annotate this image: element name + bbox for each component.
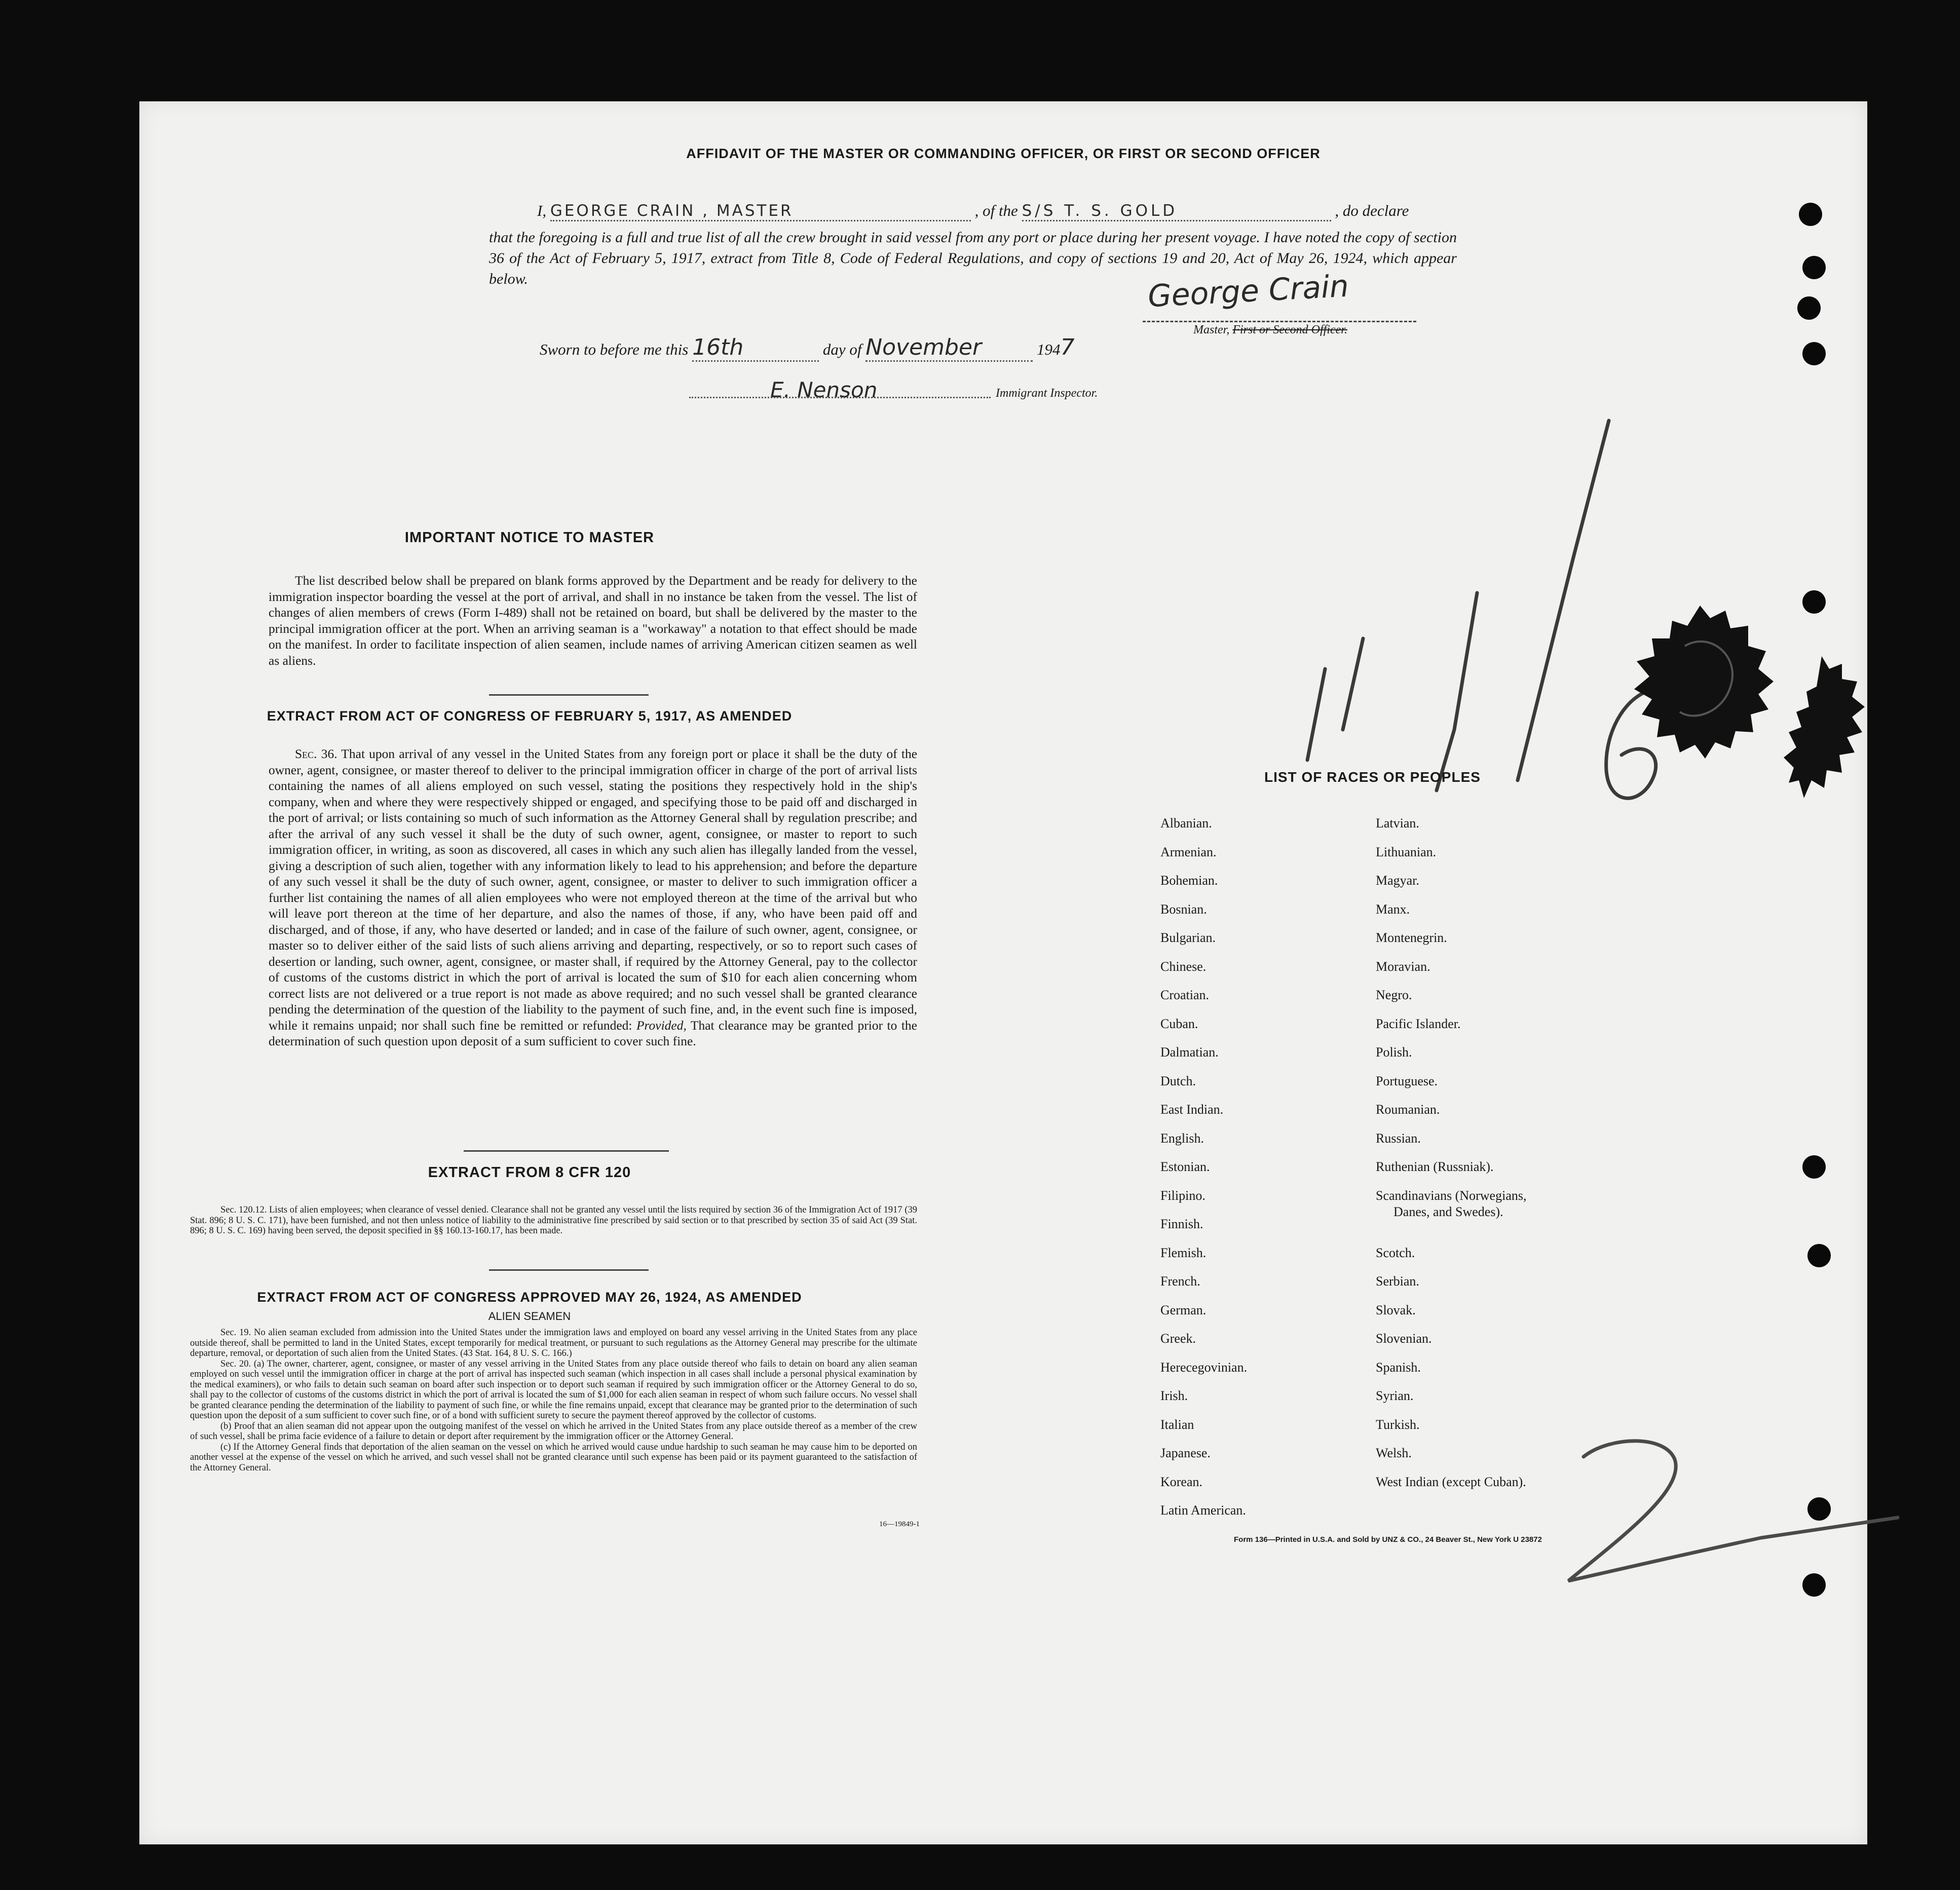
document-page: [139, 101, 1867, 1844]
day-field: 16th: [692, 334, 819, 362]
punch-hole: [1799, 203, 1822, 226]
punch-hole: [1802, 1155, 1826, 1179]
race-left-item: Bosnian.: [1160, 902, 1207, 917]
race-left-item: Dutch.: [1160, 1074, 1196, 1088]
notice-text: The list described below shall be prepared on blank forms approved by the Department and be ready for delivery to the immigration inspector boarding the vessel at the port of arrival, and shall in no instance be taken from the vessel. The list of changes of alien members of crews (Form I-489) shall not be retained on board, but shall be delivered by the master to the principal immigration officer at the port. When an arriving seaman is a "workaway" a notation to that effect should be made on the manifest. In order to facilitate inspection of alien seamen, include names of arriving American citizen seamen as well as aliens.: [269, 573, 917, 668]
race-right-item: Lithuanian.: [1376, 845, 1437, 859]
inspector-label: Immigrant Inspector.: [996, 387, 1098, 400]
race-left-item: Albanian.: [1160, 816, 1212, 830]
race-right-item: Russian.: [1376, 1131, 1421, 1146]
race-right-item: West Indian (except Cuban).: [1376, 1475, 1526, 1489]
race-left-item: Croatian.: [1160, 988, 1210, 1002]
race-right-item: Ruthenian (Russniak).: [1376, 1159, 1494, 1174]
sworn-prefix: Sworn to before me this: [540, 341, 689, 358]
sec-20c-text: (c) If the Attorney General finds that deportation of the alien seaman on the vessel on which he arrived would cause undue hardship to such seaman he may cause him to be deported on another vessel at the expense of the vessel on which he arrived, and such vessel shall not be granted clearance until such expense has been paid or its payment guaranteed to the satisfaction of the Attorney General.: [190, 1442, 917, 1473]
race-right-item: Moravian.: [1376, 959, 1430, 974]
handwritten-page-number: [1548, 1429, 1903, 1596]
race-right-item: Roumanian.: [1376, 1102, 1440, 1117]
sec-20a-text: Sec. 20. (a) The owner, charterer, agent, consignee, or master of any vessel arriving in the United States from any place outside thereof who fails to detain on board any alien seaman employed on such vessel until the immigration officer in charge at the port of arrival has inspected such seaman (which inspection in all cases shall include a personal physical examination by the medical examiners), or who fails to detain such seaman on board after such inspection or to deport such seaman if required by such immigration officer or the Attorney General to do so, shall pay to the collector of customs of the customs district in which the port of arrival is located the sum of $1,000 for each alien seaman in respect of whom such failure occurs. No vessel shall be granted clearance pending the determination of the liability to payment of such fine, or while the fine remains unpaid, except that clearance may be granted prior to the determination of such question upon the deposit of a sum sufficient to cover such fine, or of a bond with sufficient surety to secure the payment thereof approved by the collector of customs.: [190, 1358, 917, 1421]
race-right-item: Scandinavians (Norwegians,: [1376, 1188, 1527, 1203]
of-the-label: , of the: [974, 202, 1018, 219]
inspector-line: [689, 397, 991, 398]
i-label: I,: [537, 202, 547, 219]
race-right-item: Negro.: [1376, 988, 1412, 1002]
race-right-item: Turkish.: [1376, 1417, 1420, 1432]
race-left-item: German.: [1160, 1303, 1207, 1317]
divider: [489, 694, 649, 696]
race-left-item: Bulgarian.: [1160, 930, 1216, 945]
cfr-text: Sec. 120.12. Lists of alien employees; when clearance of vessel denied. Clearance shall not be granted any vessel until the lists required by section 36 of the Immigration Act of 1917 (39 Stat. 896; 8 U. S. C. 171), have been furnished, and not then unless notice of liability to the administrative fine prescribed by said section or to that prescribed by section 35 of said Act (39 Stat. 896; 8 U. S. C. 169) having been served, the deposit specified in §§ 160.13-160.17, has been made.: [190, 1205, 917, 1236]
notice-title: IMPORTANT NOTICE TO MASTER: [404, 530, 655, 546]
inspector-signature: E. Nenson: [770, 377, 878, 402]
race-left-item: Japanese.: [1160, 1446, 1211, 1460]
sec-36-label: Sec. 36.: [295, 746, 337, 761]
extract-1924-text: [190, 1328, 917, 1473]
vessel-name-field: S/S T. S. GOLD: [1022, 202, 1331, 221]
master-signature: George Crain: [1147, 268, 1350, 315]
struck-officer-label: First or Second Officer.: [1232, 323, 1347, 336]
race-left-item: Cuban.: [1160, 1016, 1198, 1031]
extract-1917-title: EXTRACT FROM ACT OF CONGRESS OF FEBRUARY 5, 1917, AS AMENDED: [267, 708, 793, 724]
extract-1917-text: [269, 746, 917, 1049]
race-right-item: Polish.: [1376, 1045, 1412, 1060]
sworn-line: [540, 334, 1074, 362]
year-field: 7: [1060, 334, 1075, 360]
provided-label: Provided,: [636, 1017, 687, 1033]
race-right-item: Portuguese.: [1376, 1074, 1438, 1088]
race-left-item: Flemish.: [1160, 1245, 1207, 1260]
extract-1924-title: EXTRACT FROM ACT OF CONGRESS APPROVED MAY 26, 1924, AS AMENDED: [257, 1290, 802, 1305]
year-prefix: 194: [1036, 341, 1061, 358]
do-declare-label: , do declare: [1335, 202, 1409, 219]
punch-hole: [1802, 342, 1826, 365]
race-right-item: Magyar.: [1376, 873, 1419, 888]
master-label: Master,: [1193, 323, 1230, 336]
sec-20b-text: (b) Proof that an alien seaman did not appear upon the outgoing manifest of the vessel on which he arrived in the United States from any place outside thereof as a member of the crew of such vessel, shall be prima facie evidence of a failure to detain or deport after requirement by the immigration officer or the Attorney General.: [190, 1421, 917, 1442]
race-left-item: Italian: [1160, 1417, 1194, 1432]
race-left-item: East Indian.: [1160, 1102, 1224, 1117]
race-right-item: Syrian.: [1376, 1388, 1414, 1403]
race-right-item: Montenegrin.: [1376, 930, 1447, 945]
race-left-item: Korean.: [1160, 1475, 1203, 1489]
race-left-item: Chinese.: [1160, 959, 1207, 974]
notary-seal-icon: [1624, 600, 1776, 788]
form-number: 16—19849-1: [879, 1520, 920, 1528]
race-right-item: Manx.: [1376, 902, 1410, 917]
race-right-item: Serbian.: [1376, 1274, 1419, 1289]
signature-caption: [1193, 323, 1347, 337]
race-left-item: French.: [1160, 1274, 1200, 1289]
affidavit-title: AFFIDAVIT OF THE MASTER OR COMMANDING OFFICER, OR FIRST OR SECOND OFFICER: [686, 146, 1321, 161]
race-left-item: Finnish.: [1160, 1217, 1203, 1231]
punch-hole: [1802, 590, 1826, 614]
race-right-item: Danes, and Swedes).: [1393, 1204, 1503, 1219]
race-right-item: Pacific Islander.: [1376, 1016, 1461, 1031]
alien-seamen-subtitle: ALIEN SEAMEN: [488, 1310, 571, 1322]
page-number-text: [139, 101, 140, 102]
sec-19-text: Sec. 19. No alien seaman excluded from admission into the United States under the immigration laws and employed on board any vessel arriving in the United States from any place outside thereof, shall be permitted to land in the United States, except temporarily for medical treatment, or pursuant to such regulations as the Attorney General may prescribe for the ultimate departure, removal, or deportation of such alien from the United States. (43 Stat. 164, 8 U. S. C. 166.): [190, 1328, 917, 1358]
affidavit-line-1: [537, 202, 1591, 221]
seal-fragment-icon: [1781, 651, 1867, 813]
race-left-item: Latin American.: [1160, 1503, 1246, 1518]
punch-hole: [1807, 1497, 1831, 1521]
race-left-item: Filipino.: [1160, 1188, 1205, 1203]
race-right-item: Slovenian.: [1376, 1331, 1432, 1346]
punch-hole: [1802, 256, 1826, 279]
race-left-item: Dalmatian.: [1160, 1045, 1219, 1060]
race-left-item: Estonian.: [1160, 1159, 1210, 1174]
punch-hole: [1807, 1244, 1831, 1267]
race-right-item: Spanish.: [1376, 1360, 1421, 1375]
master-name-field: GEORGE CRAIN , MASTER: [550, 202, 971, 221]
race-left-item: Bohemian.: [1160, 873, 1218, 888]
cfr-title: EXTRACT FROM 8 CFR 120: [428, 1164, 631, 1181]
race-left-item: Herecegovinian.: [1160, 1360, 1248, 1375]
race-left-item: Irish.: [1160, 1388, 1188, 1403]
race-left-item: English.: [1160, 1131, 1204, 1146]
race-right-item: Latvian.: [1376, 816, 1419, 830]
sec-36-body: That upon arrival of any vessel in the United States from any foreign port or place it shall be the duty of the owner, agent, consignee, or master thereof to deliver to the principal immigration officer in charge of the port of arrival lists containing the names of all aliens employed on such vessel, stating the positions they respectively hold in the ship's company, when and where they were respectively shipped or engaged, and specifying those to be paid off and discharged in the port of arrival; or lists containing so much of such information as the Attorney General shall by regulation prescribe; and after the arrival of any such vessel it shall be the duty of such owner, agent, consignee, or master to report to such immigration officer, in writing, as soon as discovered, all cases in which any such alien has illegally landed from the vessel, giving a description of such alien, together with any information likely to lead to his apprehension; and before the departure of any such vessel it shall be the duty of such owner, agent, consignee, or master to deliver to such immigration officer a further list containing the names of all alien employees who were not employed thereon at the time of the arrival but who will leave port thereon at the time of her departure, and also the names of those, if any, who have been paid off and discharged, and of those, if any, who have deserted or landed; and in case of the failure of such owner, agent, consignee, or master so to deliver either of the said lists of such aliens arriving and departing, respectively, or so to report such cases of desertion or landing, such owner, agent, consignee, or master shall, if required by the Attorney General, pay to the collector of customs of the customs district in which the port of arrival is located the sum of $10 for each alien concerning whom correct lists are not delivered or a true report is not made as above required; and no such vessel shall be granted clearance pending the determination of the question of the liability to the payment of such fine, and, in the event such fine is imposed, while it remains unpaid; nor shall such fine be remitted or refunded:: [269, 746, 918, 1033]
month-field: November: [865, 334, 1033, 362]
divider: [464, 1150, 669, 1152]
race-right-item: Welsh.: [1376, 1446, 1412, 1460]
races-title: LIST OF RACES OR PEOPLES: [1264, 769, 1481, 785]
form-print-line: Form 136—Printed in U.S.A. and Sold by UNZ & CO., 24 Beaver St., New York U 23872: [1234, 1535, 1542, 1544]
race-right-item: Scotch.: [1376, 1245, 1415, 1260]
race-left-item: Armenian.: [1160, 845, 1217, 859]
day-of-label: day of: [822, 341, 862, 358]
proviso-text: That clearance may be granted prior to the determination of such question upon deposit of a sum sufficient to cover such fine.: [269, 1017, 917, 1048]
signature-line: [1143, 321, 1416, 322]
punch-hole: [1797, 296, 1821, 320]
divider: [489, 1269, 649, 1271]
punch-hole: [1802, 1573, 1826, 1597]
affidavit-body: that the foregoing is a full and true list of all the crew brought in said vessel from any port or place during her present voyage. I have noted the copy of section 36 of the Act of February 5, 1917, extract from Title 8, Code of Federal Regulations, and copy of sections 19 and 20, Act of May 26, 1924, which appear below.: [489, 229, 1457, 287]
race-right-item: Slovak.: [1376, 1303, 1416, 1317]
race-left-item: Greek.: [1160, 1331, 1196, 1346]
